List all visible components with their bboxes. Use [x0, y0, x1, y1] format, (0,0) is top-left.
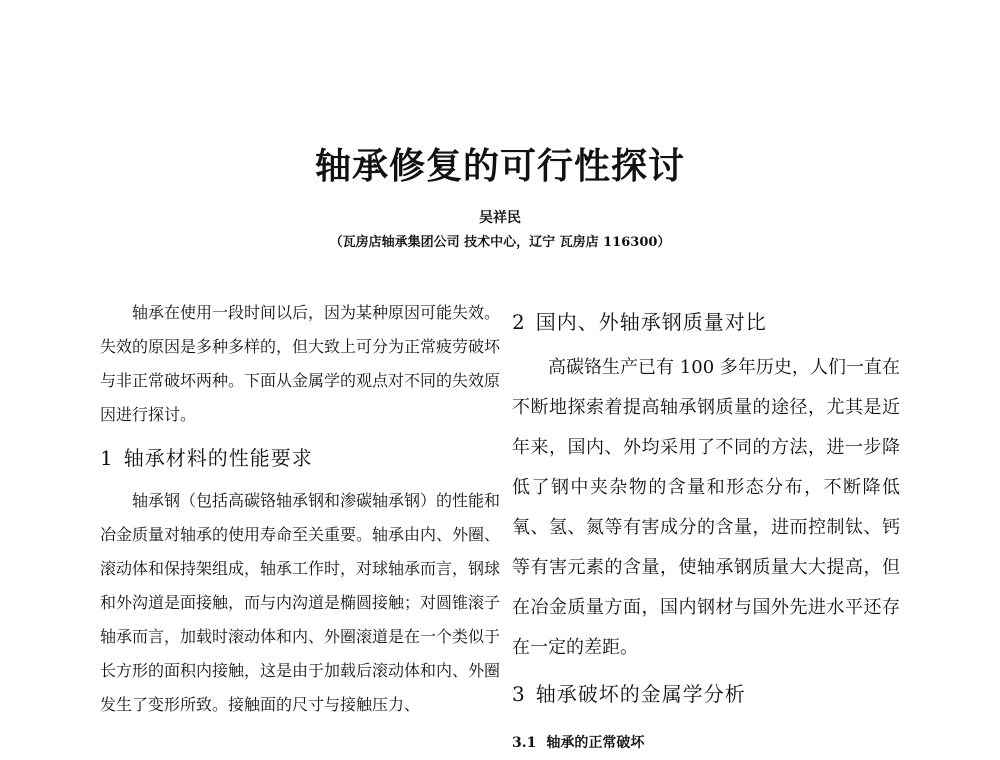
right-column	[512, 296, 900, 758]
author-affiliation: （瓦房店轴承集团公司 技术中心，辽宁 瓦房店 116300）	[329, 235, 671, 250]
section-3-title: 轴承破坏的金属学分析	[535, 682, 746, 706]
section-1-title: 轴承材料的性能要求	[123, 446, 313, 470]
section-2-paragraph: 高碳铬生产已有 100 多年历史，人们一直在不断地探索着提高轴承钢质量的途径，尤其是近年来，国内、外均采用了不同的方法，进一步降低了钢中夹杂物的含量和形态分布，不断降低氧、氢、氮等有害成分的含量，进而控制钛、钙等有害元素的含量，使轴承钢质量大大提高，但在冶金质量方面，国内钢材与国外先进水平还存在一定的差距。	[512, 357, 900, 658]
section-3-number: 3	[512, 682, 526, 706]
intro-paragraph: 轴承在使用一段时间以后，因为某种原因可能失效。失效的原因是多种多样的，但大致上可分为正常疲劳破坏与非正常破坏两种。下面从金属学的观点对不同的失效原因进行探讨。	[100, 303, 501, 424]
section-1-heading	[100, 432, 500, 484]
subsection-3-1-title: 轴承的正常破坏	[546, 735, 645, 751]
left-column	[100, 296, 500, 722]
subsection-3-1-number: 3.1	[512, 735, 537, 751]
section-3-heading	[512, 668, 900, 720]
section-2-title: 国内、外轴承钢质量对比	[535, 310, 767, 334]
section-1-number: 1	[100, 446, 114, 470]
section-1-paragraph: 轴承钢（包括高碳铬轴承钢和渗碳轴承钢）的性能和冶金质量对轴承的使用寿命至关重要。轴承由内、外圈、滚动体和保持架组成，轴承工作时，对球轴承而言，钢球和外沟道是面接触，而与内沟道是椭圆接触；对圆锥滚子轴承而言，加载时滚动体和内、外圈滚道是在一个类似于长方形的面积内接触，这是由于加载后滚动体和内、外圈发生了变形所致。接触面的尺寸与接触压力、	[100, 491, 501, 714]
section-2-heading	[512, 296, 900, 348]
paper-title: 轴承修复的可行性探讨	[314, 145, 685, 187]
section-2-number: 2	[512, 310, 526, 334]
subsection-3-1-heading	[512, 728, 900, 758]
author-name: 吴祥民	[479, 210, 521, 226]
